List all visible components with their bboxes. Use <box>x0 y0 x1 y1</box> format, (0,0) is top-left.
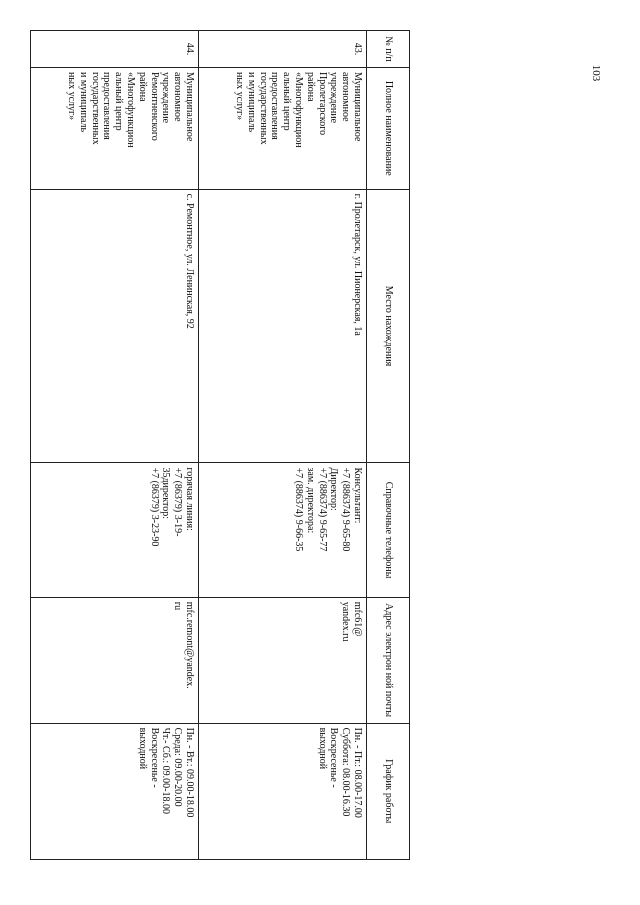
hours-line: Воскресенье - <box>328 727 340 788</box>
header-name: Полное наименование <box>367 68 410 190</box>
org-name-line: и муниципаль <box>77 72 89 133</box>
org-name-line: государственных <box>89 72 101 145</box>
org-phones <box>199 463 367 597</box>
org-name-line: района <box>304 72 316 102</box>
hours-line: Чт.- Сб.: 09.00-18.00 <box>160 727 172 814</box>
org-name-line: района <box>136 72 148 102</box>
row-num: 44. <box>31 31 199 68</box>
hours-line: Пн. - Вт.: 09.00-18.00 <box>184 727 195 818</box>
phone-line: +7 (886374) 9-66-35 <box>293 467 305 552</box>
org-name-line: учреждение <box>328 72 340 124</box>
org-name-line: и муниципаль <box>245 72 257 133</box>
phone-line: горячая линия: <box>184 467 195 531</box>
page-number <box>588 58 604 88</box>
hours-line: Пн. - Пт.: 08.00-17.00 <box>352 727 363 818</box>
email-line: mfc61@ <box>352 601 363 637</box>
hours-line: выходной <box>136 727 148 770</box>
rotated-table-area <box>30 30 410 860</box>
org-email <box>199 597 367 723</box>
phone-line: Консультант: <box>352 467 363 524</box>
table-wrapper <box>30 30 410 860</box>
row-num: 43. <box>199 31 367 68</box>
org-name-line: ных услуг» <box>234 72 246 121</box>
org-email <box>31 597 199 723</box>
org-name-line: альный центр <box>113 72 125 131</box>
org-name <box>31 68 199 190</box>
phone-line: +7 (86379) 3-23-90 <box>148 467 160 547</box>
org-name-line: государственных <box>257 72 269 145</box>
header-address: Место нахождения <box>367 189 410 463</box>
email-line: yandex.ru <box>340 601 352 642</box>
org-hours <box>199 723 367 859</box>
org-hours <box>31 723 199 859</box>
org-name-line: Муниципальное <box>352 72 363 142</box>
hours-line: Среда: 09.00-20.00 <box>172 727 184 807</box>
hours-line: Воскресенье - <box>148 727 160 788</box>
org-name-line: предоставления <box>269 72 281 140</box>
org-phones <box>31 463 199 597</box>
phone-line: 35директор: <box>160 467 172 520</box>
phone-line: +7 (86379) 3-19- <box>172 467 184 537</box>
header-email: Адрес электрон ной почты <box>367 597 410 723</box>
org-name-line: автономное <box>340 72 352 122</box>
org-name-line: ных услуг» <box>66 72 78 121</box>
header-num: № п/п <box>367 31 410 68</box>
org-name-line: «Многофункцион <box>293 72 305 148</box>
phone-line: зам. директора: <box>304 467 316 534</box>
phone-line: +7 (886374) 9-65-77 <box>316 467 328 552</box>
org-name-line: Ремонтненского <box>148 72 160 141</box>
phone-line: +7 (886374) 9-65-80 <box>340 467 352 552</box>
page-number-text: 103 <box>590 64 602 82</box>
org-name-line: автономное <box>172 72 184 122</box>
table-row <box>199 31 367 860</box>
org-address: г. Пролетарск, ул. Пионерская, 1а <box>199 189 367 463</box>
email-line: mfc.remont@yandex. <box>184 601 195 689</box>
org-name-line: альный центр <box>281 72 293 131</box>
header-hours: График работы <box>367 723 410 859</box>
table-header-row <box>367 31 410 860</box>
table-row <box>31 31 199 860</box>
mfc-table <box>30 30 410 860</box>
header-phones: Справочные телефоны <box>367 463 410 597</box>
org-name-line: Пролетарского <box>316 72 328 136</box>
org-name-line: Муниципальное <box>184 72 195 142</box>
org-name-line: учреждение <box>160 72 172 124</box>
org-address: с. Ремонтное, ул. Ленинская, 92 <box>31 189 199 463</box>
phone-line: Директор: <box>328 467 340 511</box>
email-line: ru <box>172 601 184 611</box>
hours-line: выходной <box>316 727 328 770</box>
hours-line: Суббота: 08.00-16.30 <box>340 727 352 817</box>
org-name-line: предоставления <box>101 72 113 140</box>
org-name <box>199 68 367 190</box>
org-name-line: «Многофункцион <box>125 72 137 148</box>
